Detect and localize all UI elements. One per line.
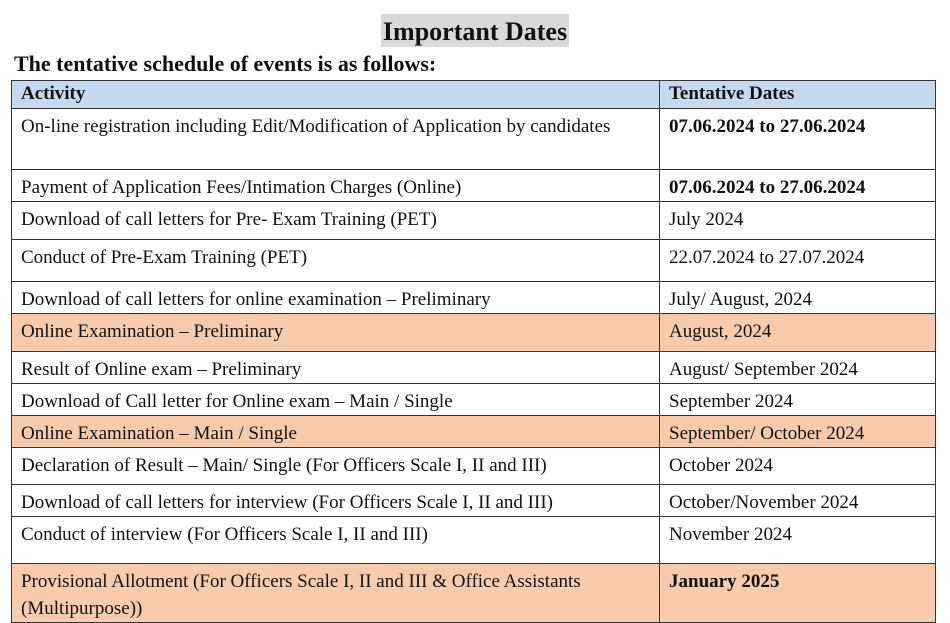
table-header-row [12,81,936,109]
table-row [12,240,936,282]
date-cell: November 2024 [660,517,936,564]
activity-cell: Download of call letters for Pre- Exam Training (PET) [12,202,660,240]
header-activity: Activity [12,81,660,109]
table-row [12,485,936,517]
date-cell: 07.06.2024 to 27.06.2024 [660,170,936,202]
date-cell: 07.06.2024 to 27.06.2024 [660,109,936,170]
table-row [12,202,936,240]
date-cell: 22.07.2024 to 27.07.2024 [660,240,936,282]
activity-cell: Download of Call letter for Online exam – Main / Single [12,384,660,416]
activity-cell: Download of call letters for interview (For Officers Scale I, II and III) [12,485,660,517]
page-title: Important Dates [381,14,569,47]
date-cell: July/ August, 2024 [660,282,936,314]
table-row [12,564,936,623]
activity-cell: On-line registration including Edit/Modification of Application by candidates [12,109,660,170]
activity-cell: Online Examination – Preliminary [12,314,660,352]
schedule-subtitle: The tentative schedule of events is as follows: [14,51,437,76]
date-cell: October/November 2024 [660,485,936,517]
activity-cell: Payment of Application Fees/Intimation Charges (Online) [12,170,660,202]
table-row [12,384,936,416]
date-cell: August, 2024 [660,314,936,352]
activity-cell: Download of call letters for online examination – Preliminary [12,282,660,314]
activity-cell: Online Examination – Main / Single [12,416,660,448]
table-row [12,170,936,202]
table-row [12,448,936,485]
date-cell: September/ October 2024 [660,416,936,448]
date-cell: January 2025 [660,564,936,623]
activity-cell: Provisional Allotment (For Officers Scale I, II and III & Office Assistants (Multipurpose)) [12,564,660,623]
date-cell: October 2024 [660,448,936,485]
schedule-table [11,80,936,623]
table-row [12,352,936,384]
table-row [12,517,936,564]
date-cell: July 2024 [660,202,936,240]
title-wrapper [0,14,950,47]
date-cell: August/ September 2024 [660,352,936,384]
table-row [12,416,936,448]
activity-cell: Declaration of Result – Main/ Single (For Officers Scale I, II and III) [12,448,660,485]
activity-cell: Conduct of interview (For Officers Scale I, II and III) [12,517,660,564]
table-row [12,314,936,352]
activity-cell: Result of Online exam – Preliminary [12,352,660,384]
date-cell: September 2024 [660,384,936,416]
header-tentative-dates: Tentative Dates [660,81,936,109]
table-row [12,282,936,314]
table-row [12,109,936,170]
activity-cell: Conduct of Pre-Exam Training (PET) [12,240,660,282]
